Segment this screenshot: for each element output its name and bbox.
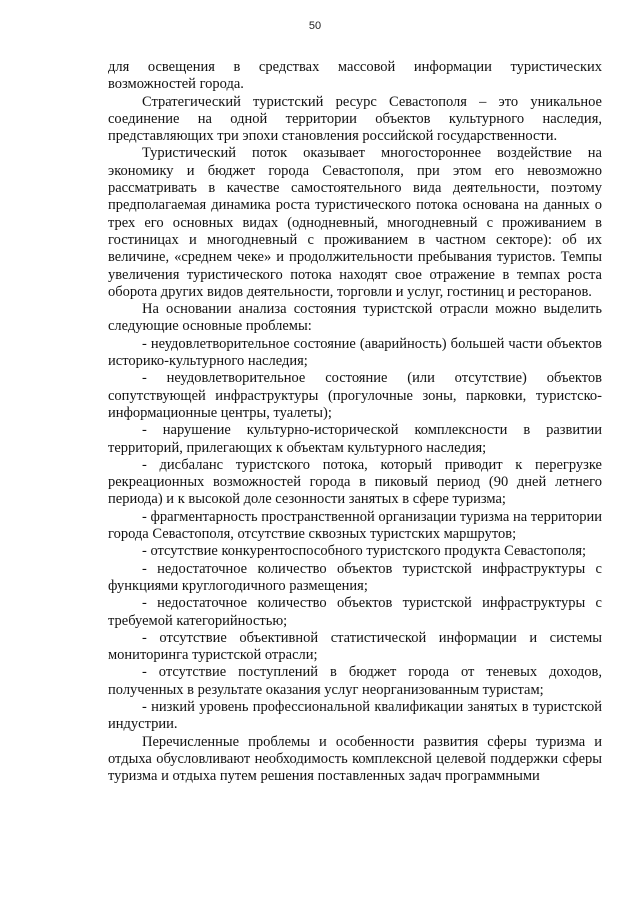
paragraph-strategic-resource: Стратегический туристский ресурс Севастополя – это уникальное соединение на одной территории объектов культурного наследия, представляющих три эпохи становления российской государственности.: [108, 93, 602, 145]
list-item-flow-imbalance: - дисбаланс туристского потока, который приводит к перегрузке рекреационных возможностей города в пиковый период (90 дней летнего периода) и к высокой доле сезонности занятых в сфере туризма;: [108, 456, 602, 508]
list-item-no-competitive-product: - отсутствие конкурентоспособного туристского продукта Севастополя;: [142, 543, 587, 560]
list-item-statistics: - отсутствие объективной статистической информации и системы мониторинга туристской отрасли;: [108, 629, 602, 664]
paragraph-problems-intro: На основании анализа состояния туристской отрасли можно выделить следующие основные проблемы:: [108, 301, 602, 335]
list-item-categorization: - недостаточное количество объектов туристской инфраструктуры с требуемой категорийностью;: [108, 595, 602, 629]
list-item-year-round-accommodation: - недостаточное количество объектов туристской инфраструктуры с функциями круглогодичного размещения;: [108, 560, 602, 594]
page-number: 50: [308, 20, 322, 32]
list-item-shadow-income: - отсутствие поступлений в бюджет города от теневых доходов, полученных в результате оказания услуг неорганизованным туристам;: [108, 664, 602, 698]
paragraph-tourist-flow: Туристический поток оказывает многостороннее воздействие на экономику и бюджет города Севастополя, при этом его невозможно рассматривать в качестве самостоятельного вида деятельности, поэтому предполагаемая динамика роста туристического потока основана на данных о трех его основных видах (однодневный, многодневный с проживанием в гостиницах и многодневный с проживанием в частном секторе): об их величине, «среднем чеке» и продолжительности пребывания туристов. Темпы увеличения туристического потока находят свое отражение в темпах роста оборота других видов деятельности, торговли и услуг, гостиниц и ресторанов.: [108, 145, 602, 300]
list-item-qualification: - низкий уровень профессиональной квалификации занятых в туристской индустрии.: [108, 698, 602, 733]
list-item-heritage-condition: - неудовлетворительное состояние (аварийность) большей части объектов историко-культурного наследия;: [108, 335, 602, 370]
list-item-complexity-violation: - нарушение культурно-исторической комплексности в развитии территорий, прилегающих к объектам культурного наследия;: [108, 422, 602, 456]
paragraph-conclusion: Перечисленные проблемы и особенности развития сферы туризма и отдыха обусловливают необходимость комплексной целевой поддержки сферы туризма и отдыха путем решения поставленных задач программными: [108, 733, 602, 785]
list-item-fragmentation: - фрагментарность пространственной организации туризма на территории города Севастополя, отсутствие сквозных туристских маршрутов;: [108, 508, 602, 543]
document-body: [108, 59, 602, 785]
list-item-infrastructure-condition: - неудовлетворительное состояние (или отсутствие) объектов сопутствующей инфраструктуры (прогулочные зоны, парковки, туристско-информационные центры, туалеты);: [108, 370, 602, 421]
paragraph-continuation: для освещения в средствах массовой информации туристических возможностей города.: [108, 59, 602, 93]
